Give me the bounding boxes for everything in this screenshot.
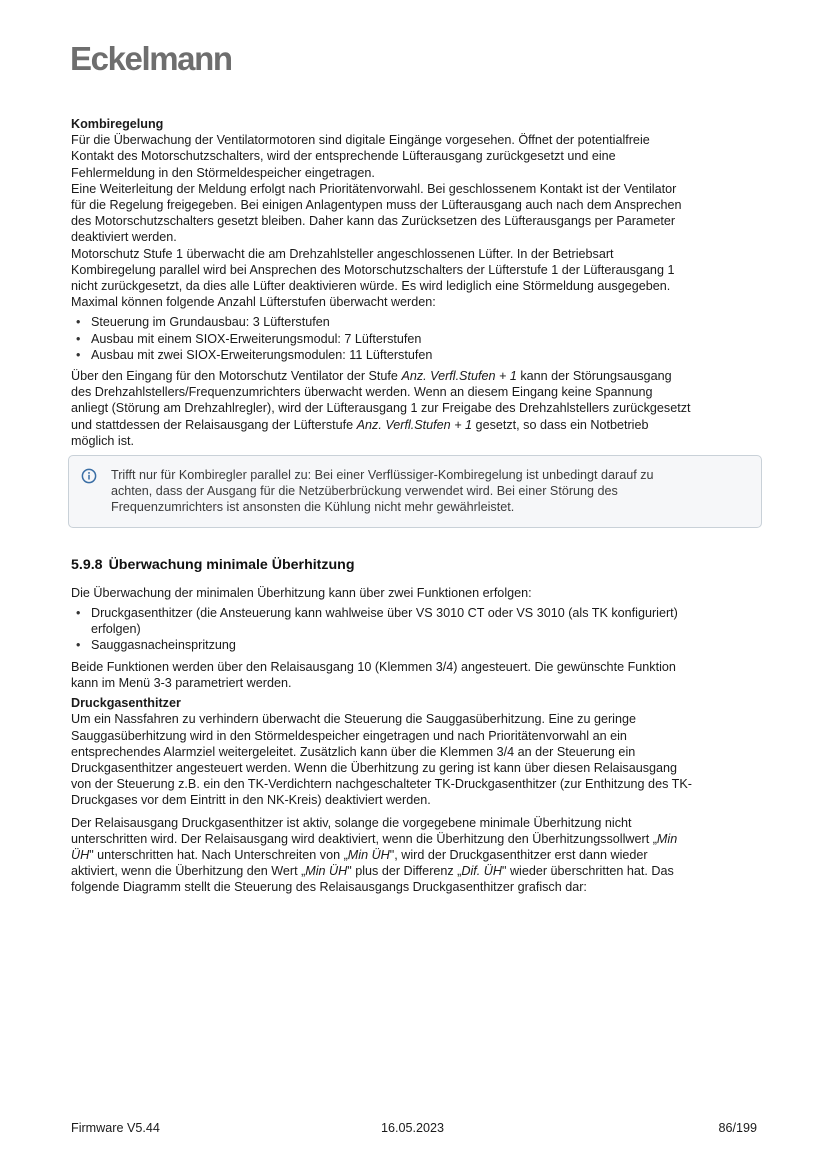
section-title: Überwachung minimale Überhitzung	[108, 556, 355, 573]
text-line: möglich ist.	[71, 433, 134, 448]
relay-paragraph	[71, 659, 759, 691]
list-item	[71, 605, 759, 637]
text-line: Maximal können folgende Anzahl Lüfterstufen überwacht werden:	[71, 295, 436, 310]
text-segment: unterschritten wird. Der Relaisausgang wird deaktiviert, wenn die Überhitzung den Überhitzungssollwert „	[71, 831, 657, 846]
note-text	[111, 467, 745, 516]
motor-protection-paragraph	[71, 368, 759, 449]
fan-stage-list	[71, 314, 759, 363]
list-item: • Ausbau mit einem SIOX-Erweiterungsmodul: 7 Lüfterstufen	[71, 331, 759, 347]
list-item: • Ausbau mit zwei SIOX-Erweiterungsmodulen: 11 Lüfterstufen	[71, 347, 759, 363]
page-number: 86/199	[718, 1121, 757, 1135]
parameter-name: Min ÜH	[347, 847, 390, 862]
text-line: Eine Weiterleitung der Meldung erfolgt nach Prioritätenvorwahl. Bei geschlossenem Kontakt ist der Ventilator	[71, 181, 677, 196]
text-line: für die Regelung freigegeben. Bei einigen Anlagentypen muss der Lüfterausgang auch nach dem Ansprechen	[71, 198, 682, 213]
page-content	[71, 116, 759, 896]
text-line: Druckgases vor dem Eintritt in den NK-Kreis) deaktiviert werden.	[71, 793, 431, 808]
text-segment: und stattdessen der Relaisausgang der Lüfterstufe	[71, 417, 357, 432]
text-segment: " unterschritten hat. Nach Unterschreiten von „	[89, 847, 348, 862]
parameter-name: Anz. Verfl.Stufen + 1	[401, 369, 517, 384]
info-note-box	[68, 455, 762, 528]
text-segment: " wieder überschritten hat. Das	[501, 864, 674, 879]
parameter-name: ÜH	[71, 847, 90, 862]
section-heading	[71, 557, 759, 573]
parameter-name: Min ÜH	[305, 864, 348, 879]
note-line: achten, dass der Ausgang für die Netzüberbrückung verwendet wird. Bei einer Störung des	[111, 484, 618, 499]
text-segment: Über den Eingang für den Motorschutz Ventilator der Stufe	[71, 369, 402, 384]
text-line: Sauggasüberhitzung wird in den Störmeldespeicher eingetragen und nach Prioritätenvorwahl an ein	[71, 728, 627, 743]
note-line: Trifft nur für Kombiregler parallel zu: Bei einer Verflüssiger-Kombiregelung ist unbedingt darauf zu	[111, 468, 654, 483]
section-intro: Die Überwachung der minimalen Überhitzung kann über zwei Funktionen erfolgen:	[71, 585, 532, 600]
text-line: Druckgasenthitzer angesteuert werden. Wenn die Überhitzung zu gering ist kann über diesen Relaisausgang	[71, 760, 678, 775]
kombiregelung-text	[71, 132, 759, 310]
function-list	[71, 605, 759, 654]
text-line: des Drehzahlstellers/Frequenzumrichters überwacht werden. Wenn an diesem Eingang keine Spannung	[71, 385, 653, 400]
kombiregelung-heading: Kombiregelung	[71, 117, 164, 131]
text-segment: ", wird der Druckgasenthitzer erst dann wieder	[389, 847, 648, 862]
text-segment: gesetzt, so dass ein Notbetrieb	[472, 417, 649, 432]
text-line: Kontakt des Motorschutzschalters, wird der entsprechende Lüfterausgang zurückgesetzt und eine	[71, 149, 616, 164]
document-date: 16.05.2023	[381, 1121, 445, 1135]
text-line: anliegt (Störung am Drehzahlregler), wird der Lüfterausgang 1 zur Freigabe des Drehzahlstellers zurückgesetzt	[71, 401, 691, 416]
note-line: Frequenzumrichters ist ansonsten die Kühlung nicht mehr gewährleistet.	[111, 500, 515, 515]
text-line: nicht zurückgesetzt, da dies alle Lüfter deaktivieren würde. Es wird lediglich eine Störmeldung ausgegeben.	[71, 279, 671, 294]
text-line: Um ein Nassfahren zu verhindern überwacht die Steuerung die Sauggasüberhitzung. Eine zu geringe	[71, 712, 636, 727]
text-line: von der Steuerung z.B. ein den TK-Verdichtern nachgeschalteter TK-Druckgasenthitzer (zur Enthitzung des TK-	[71, 777, 692, 792]
text-line: Motorschutz Stufe 1 überwacht die am Drehzahlsteller angeschlossenen Lüfter. In der Betriebsart	[71, 246, 614, 261]
text-line: entsprechendes Alarmziel weitergeleitet. Zusätzlich kann über die Klemmen 3/4 an der Steuerung ein	[71, 744, 636, 759]
text-line: des Motorschutzschalters gesetzt bleiben. Daher kann das Zurücksetzen des Lüfterausgangs per Parameter	[71, 214, 676, 229]
text-line: Fehlermeldung in den Störmeldespeicher eingetragen.	[71, 165, 375, 180]
druckgasenthitzer-heading: Druckgasenthitzer	[71, 696, 181, 711]
text-line: Für die Überwachung der Ventilatormotoren sind digitale Eingänge vorgesehen. Öffnet der potentialfreie	[71, 133, 650, 148]
relay-active-paragraph	[71, 815, 759, 896]
list-item-line: erfolgen)	[91, 622, 141, 637]
text-line: folgende Diagramm stellt die Steuerung des Relaisausgangs Druckgasenthitzer grafisch dar:	[71, 880, 587, 895]
eckelmann-logo: Eckelmann	[70, 40, 232, 77]
parameter-name: Dif. ÜH	[461, 864, 502, 879]
section-number: 5.9.8	[71, 556, 103, 573]
text-segment: aktiviert, wenn die Überhitzung den Wert „	[71, 864, 306, 879]
parameter-name: Anz. Verfl.Stufen + 1	[356, 417, 473, 432]
parameter-name: Min	[656, 831, 678, 846]
list-item: • Steuerung im Grundausbau: 3 Lüfterstufen	[71, 314, 759, 330]
text-segment: " plus der Differenz „	[347, 864, 462, 879]
text-line: Kombiregelung parallel wird bei Ansprechen des Motorschutzschalters der Lüfterstufe 1 der Lüfterausgang 1	[71, 262, 675, 277]
firmware-version: Firmware V5.44	[71, 1121, 160, 1135]
text-line: kann im Menü 3-3 parametriert werden.	[71, 675, 292, 690]
list-item-line: Druckgasenthitzer (die Ansteuerung kann wahlweise über VS 3010 CT oder VS 3010 (als TK konfiguriert)	[91, 606, 678, 621]
text-line: Der Relaisausgang Druckgasenthitzer ist aktiv, solange die vorgegebene minimale Überhitzung nicht	[71, 815, 632, 830]
list-item: • Sauggasnacheinspritzung	[71, 637, 759, 653]
text-segment: kann der Störungsausgang	[516, 369, 672, 384]
druckgasenthitzer-text	[71, 711, 759, 808]
info-circle-icon	[81, 468, 97, 484]
text-line: deaktiviert werden.	[71, 230, 177, 245]
text-line: Beide Funktionen werden über den Relaisausgang 10 (Klemmen 3/4) angesteuert. Die gewünschte Funktion	[71, 659, 676, 674]
